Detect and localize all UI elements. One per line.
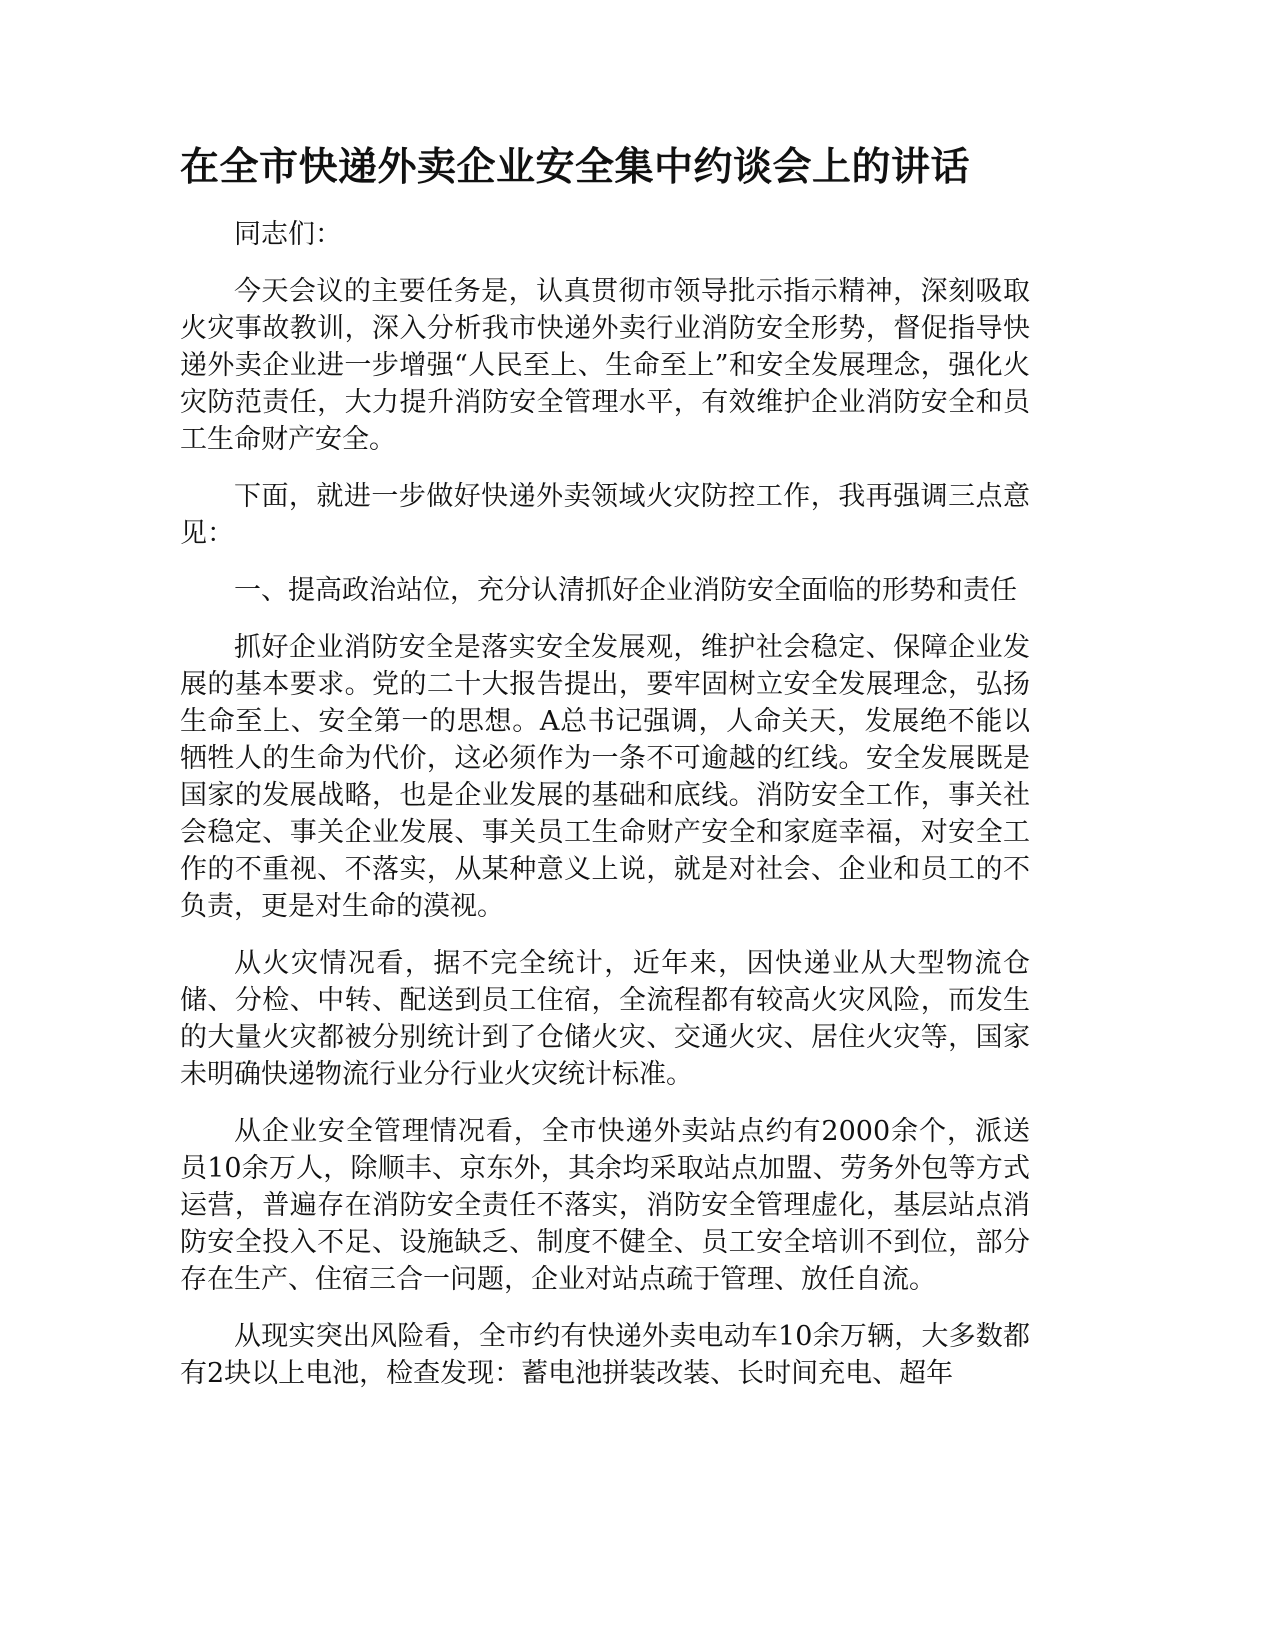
paragraph-body: 从企业安全管理情况看，全市快递外卖站点约有2000余个，派送员10余万人，除顺丰、京东外，其余均采取站点加盟、劳务外包等方式运营，普遍存在消防安全责任不落实，消防安全管理虚化，基层站点消防安全投入不足、设施缺乏、制度不健全、员工安全培训不到位，部分存在生产、住宿三合一问题，企业对站点疏于管理、放任自流。: [180, 1116, 1030, 1295]
paragraph-body: 从火灾情况看，据不完全统计，近年来，因快递业从大型物流仓储、分检、中转、配送到员工住宿，全流程都有较高火灾风险，而发生的大量火灾都被分别统计到了仓储火灾、交通火灾、居住火灾等，国家未明确快递物流行业分行业火灾统计标准。: [180, 948, 1030, 1090]
document-title: 在全市快递外卖企业安全集中约谈会上的讲话: [180, 145, 971, 190]
paragraph-body: 抓好企业消防安全是落实安全发展观，维护社会稳定、保障企业发展的基本要求。党的二十大报告提出，要牢固树立安全发展理念，弘扬生命至上、安全第一的思想。A总书记强调，人命关天，发展绝不能以牺牲人的生命为代价，这必须作为一条不可逾越的红线。安全发展既是国家的发展战略，也是企业发展的基础和底线。消防安全工作，事关社会稳定、事关企业发展、事关员工生命财产安全和家庭幸福，对安全工作的不重视、不落实，从某种意义上说，就是对社会、企业和员工的不负责，更是对生命的漠视。: [180, 632, 1030, 922]
paragraph-body: 从现实突出风险看，全市约有快递外卖电动车10余万辆，大多数都有2块以上电池，检查发现：蓄电池拼装改装、长时间充电、超年: [180, 1321, 1030, 1389]
paragraph-transition: 下面，就进一步做好快递外卖领域火灾防控工作，我再强调三点意见：: [180, 481, 1030, 549]
paragraph-intro: 今天会议的主要任务是，认真贯彻市领导批示指示精神，深刻吸取火灾事故教训，深入分析我市快递外卖行业消防安全形势，督促指导快递外卖企业进一步增强“人民至上、生命至上”和安全发展理念，强化火灾防范责任，大力提升消防安全管理水平，有效维护企业消防安全和员工生命财产安全。: [180, 276, 1030, 455]
section-heading-1: 一、提高政治站位，充分认清抓好企业消防安全面临的形势和责任: [234, 575, 1017, 606]
salutation: 同志们：: [234, 219, 342, 250]
document-page: [180, 140, 1030, 1412]
